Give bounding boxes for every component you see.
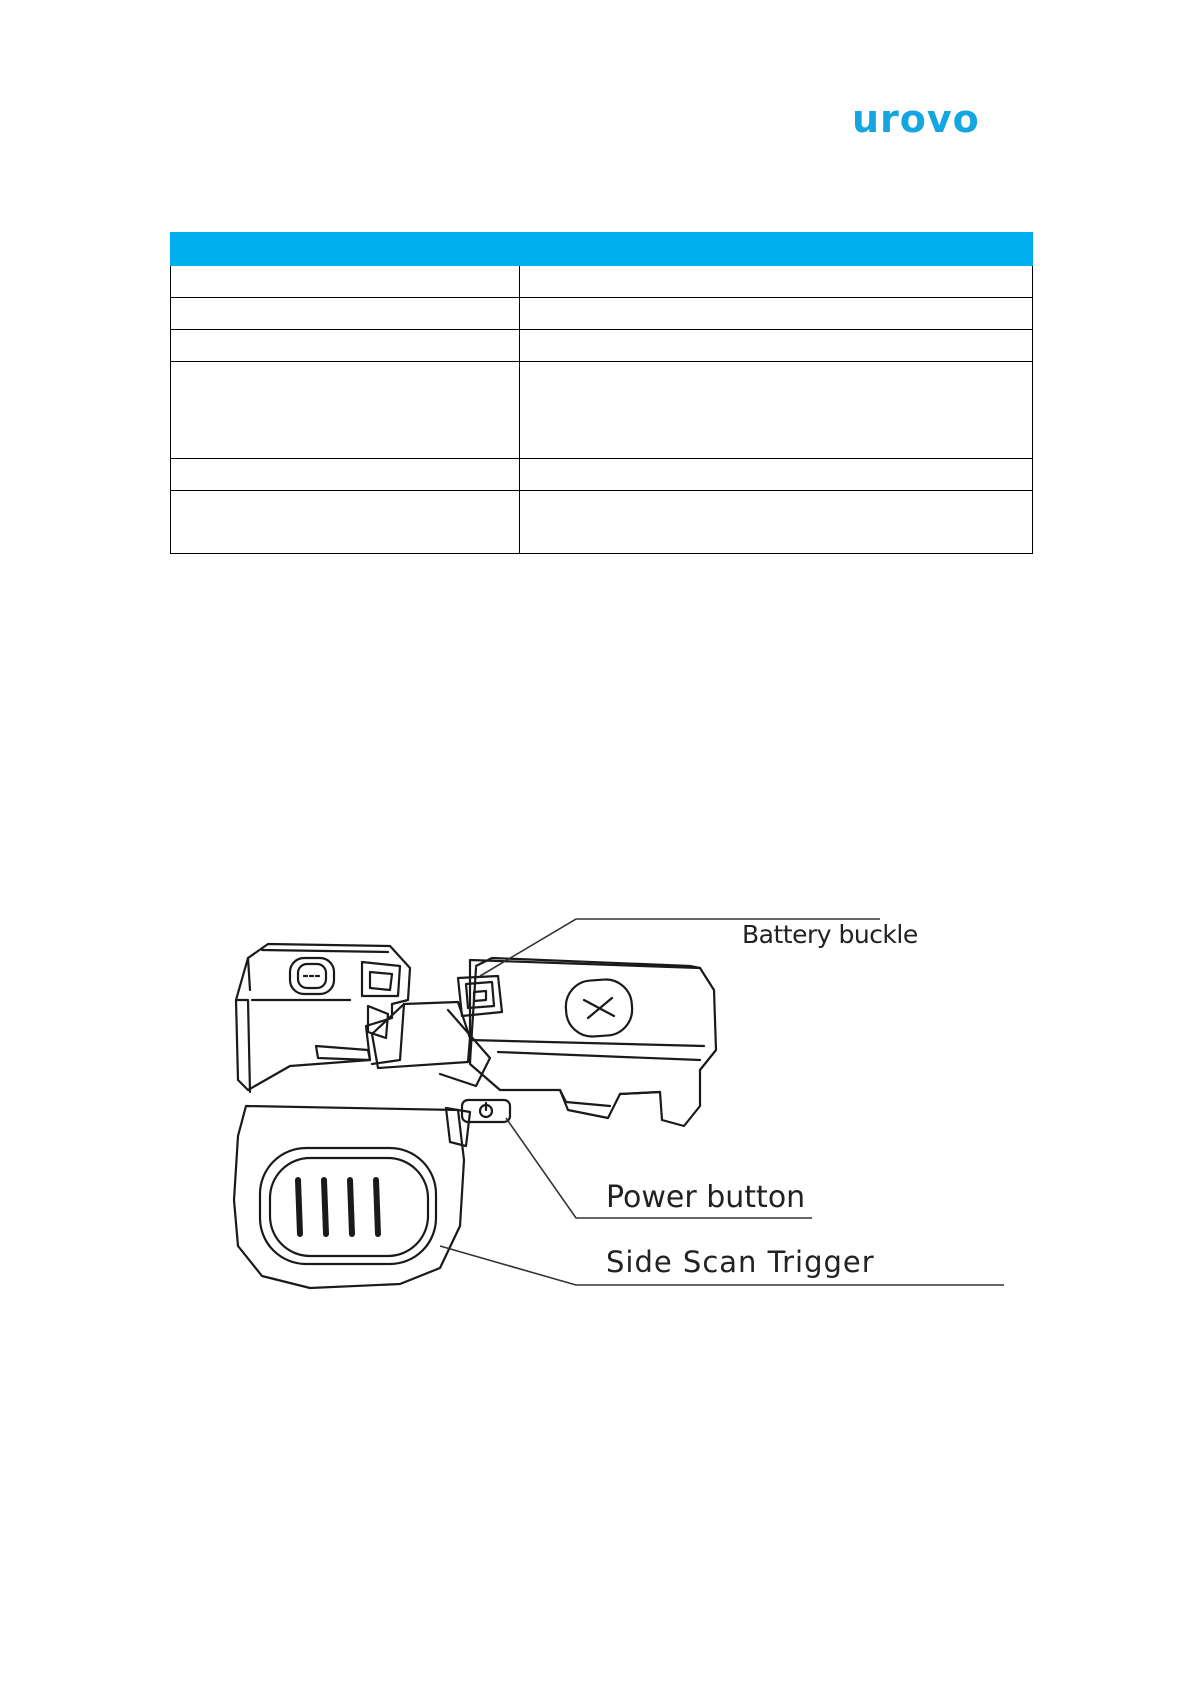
urovo-logo: urovo — [852, 97, 980, 141]
table-cell — [520, 459, 1033, 491]
power-button-label: Power button — [606, 1180, 806, 1215]
spec-table — [170, 232, 1033, 554]
table-row — [171, 298, 1033, 330]
ring-scanner-illustration — [220, 900, 1020, 1300]
table-cell — [520, 491, 1033, 554]
table-row — [171, 266, 1033, 298]
table-cell — [171, 330, 520, 362]
table-header-row — [171, 233, 1033, 266]
table-cell — [171, 266, 520, 298]
battery-buckle-label: Battery buckle — [742, 920, 918, 949]
table-cell — [520, 298, 1033, 330]
table-cell — [171, 298, 520, 330]
table-cell — [520, 362, 1033, 459]
table-header-cell — [520, 233, 1033, 266]
table-row — [171, 491, 1033, 554]
table-cell — [171, 491, 520, 554]
table-cell — [520, 266, 1033, 298]
table-row — [171, 330, 1033, 362]
table-cell — [520, 330, 1033, 362]
side-scan-trigger-label: Side Scan Trigger — [606, 1245, 875, 1279]
table-header-cell — [171, 233, 520, 266]
table-row — [171, 459, 1033, 491]
table-row — [171, 362, 1033, 459]
table-cell — [171, 459, 520, 491]
table-cell — [171, 362, 520, 459]
